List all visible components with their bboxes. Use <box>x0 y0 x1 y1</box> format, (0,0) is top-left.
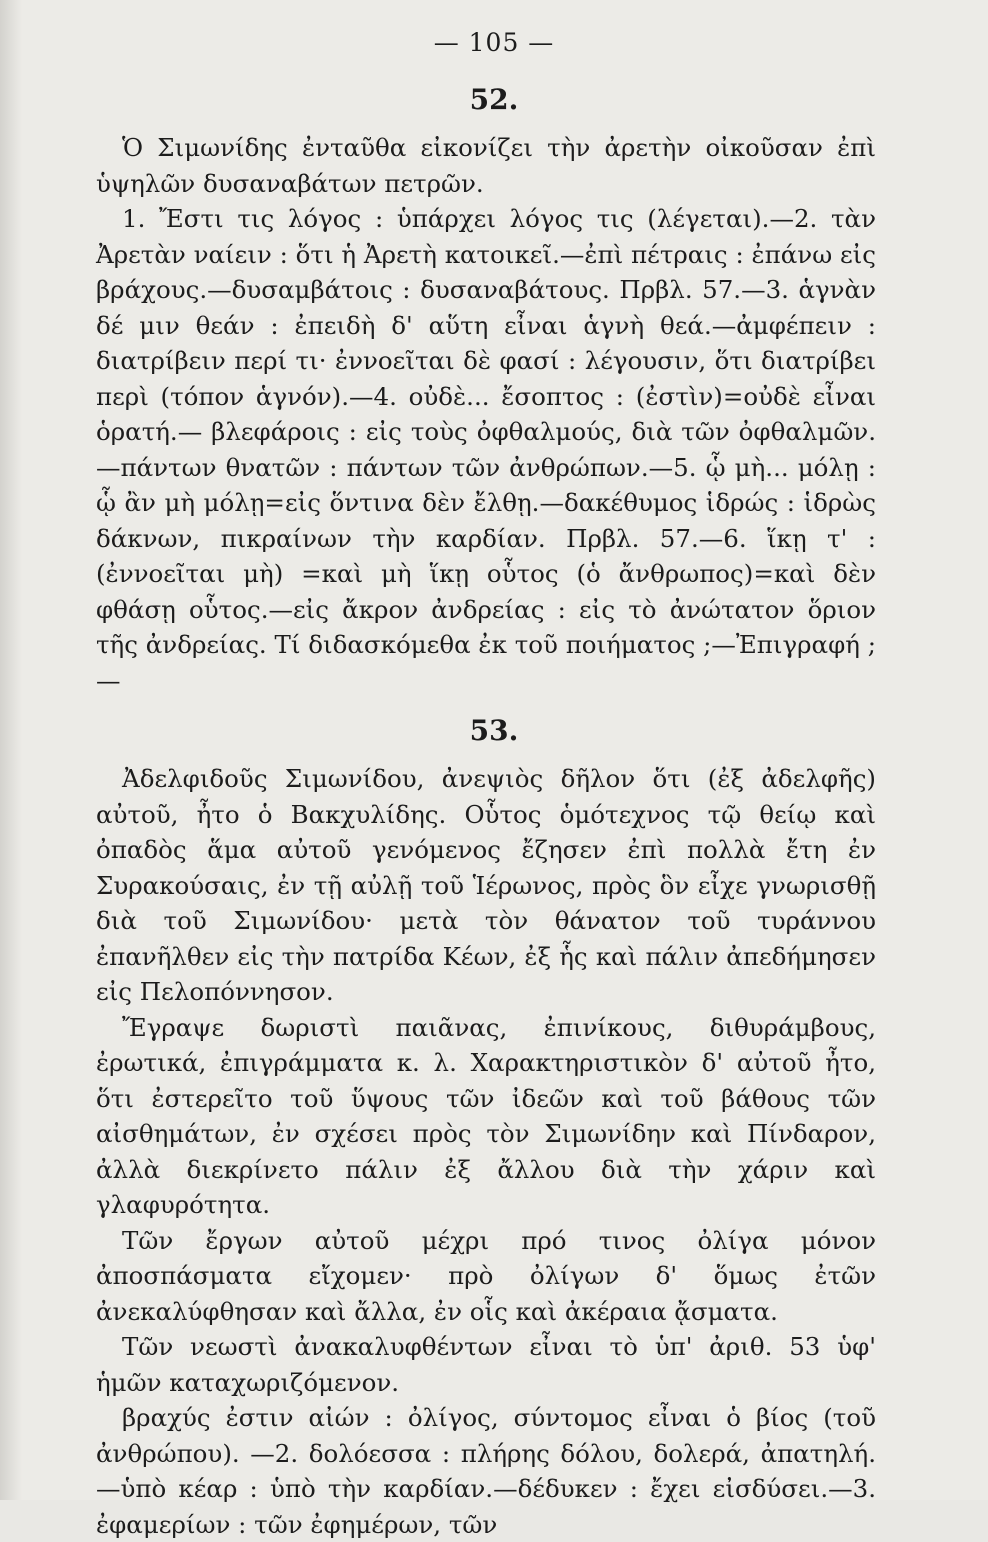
section-number-52: 52. <box>469 83 519 116</box>
section-53-body <box>96 761 876 1542</box>
section-52-commentary-paragraph: 1. Ἔστι τις λόγος : ὑπάρχει λόγος τις (λέγεται).—2. τὰν Ἀρετὰν ναίειν : ὅτι ἡ Ἀρετὴ κατοικεῖ.—ἐπὶ πέτραις : ἐπάνω εἰς βράχους.—δυσαμβάτοις : δυσαναβάτους. Πρβλ. 57.—3. ἁγνὰν δέ μιν θεάν : ἐπειδὴ δ' αὕτη εἶναι ἁγνὴ θεά.—ἀμφέπειν : διατρίβειν περί τι· ἐννοεῖται δὲ φασί : λέγουσιν, ὅτι διατρίβει περὶ (τόπον ἁγνόν).—4. οὐδὲ... ἔσοπτος : (ἐστὶν)=οὐδὲ εἶναι ὁρατή.— βλεφάροις : εἰς τοὺς ὀφθαλμούς, διὰ τῶν ὀφθαλμῶν.—πάντων θνατῶν : πάντων τῶν ἀνθρώπων.—5. ᾧ μὴ... μόλῃ : ᾧ ἂν μὴ μόλῃ=εἰς ὅντινα δὲν ἔλθῃ.—δακέθυμος ἱδρώς : ἱδρὼς δάκνων, πικραίνων τὴν καρδίαν. Πρβλ. 57.—6. ἵκῃ τ' : (ἐννοεῖται μὴ) =καὶ μὴ ἵκῃ οὗτος (ὁ ἄνθρωπος)=καὶ δὲν φθάσῃ οὗτος.—εἰς ἄκρον ἀνδρείας : εἰς τὸ ἀνώτατον ὅριον τῆς ἀνδρείας. Τί διδασκόμεθα ἐκ τοῦ ποιήματος ;—Ἐπιγραφή ;— <box>96 204 876 695</box>
section-53-biography-paragraph: Ἀδελφιδοῦς Σιμωνίδου, ἀνεψιὸς δῆλον ὅτι (ἐξ ἀδελφῆς) αὐτοῦ, ἦτο ὁ Βακχυλίδης. Οὗτος ὁμότεχνος τῷ θείῳ καὶ ὀπαδὸς ἅμα αὐτοῦ γενόμενος ἔζησεν ἐπὶ πολλὰ ἔτη ἐν Συρακούσαις, ἐν τῇ αὐλῇ τοῦ Ἱέρωνος, πρὸς ὃν εἶχε γνωρισθῇ διὰ τοῦ Σιμωνίδου· μετὰ τὸν θάνατον τοῦ τυράννου ἐπανῆλθεν εἰς τὴν πατρίδα Κέων, ἐξ ἧς καὶ πάλιν ἀπεδήμησεν εἰς Πελοπόννησον. <box>96 764 876 1006</box>
section-52-body <box>96 130 876 698</box>
page-binding-shadow <box>0 0 22 1500</box>
section-53-discovery-paragraph: Τῶν νεωστὶ ἀνακαλυφθέντων εἶναι τὸ ὑπ' ἀριθ. 53 ὑφ' ἡμῶν καταχωριζόμενον. <box>96 1332 876 1397</box>
page-number: — 105 — <box>433 28 555 57</box>
section-53-fragments-paragraph: Τῶν ἔργων αὐτοῦ μέχρι πρό τινος ὀλίγα μόνον ἀποσπάσματα εἴχομεν· πρὸ ὀλίγων δ' ὅμως ἐτῶν ἀνεκαλύφθησαν καὶ ἄλλα, ἐν οἷς καὶ ἀκέραια ᾄσματα. <box>96 1225 876 1326</box>
section-number-53: 53. <box>469 714 519 747</box>
section-53-commentary-paragraph: βραχύς ἐστιν αἰών : ὀλίγος, σύντομος εἶναι ὁ βίος (τοῦ ἀνθρώπου). —2. δολόεσσα : πλήρης δόλου, δολερά, ἀπατηλή.—ὑπὸ κέαρ : ὑπὸ τὴν καρδίαν.—δέδυκεν : ἔχει εἰσδύσει.—3. ἐφαμερίων : τῶν ἐφημέρων, τῶν <box>96 1403 876 1539</box>
section-52-intro-paragraph: Ὁ Σιμωνίδης ἐνταῦθα εἰκονίζει τὴν ἀρετὴν οἰκοῦσαν ἐπὶ ὑψηλῶν δυσαναβάτων πετρῶν. <box>96 133 876 198</box>
section-53-works-paragraph: Ἔγραψε δωριστὶ παιᾶνας, ἐπινίκους, διθυράμβους, ἐρωτικά, ἐπιγράμματα κ. λ. Χαρακτηριστικὸν δ' αὐτοῦ ἦτο, ὅτι ἐστερεῖτο τοῦ ὕψους τῶν ἰδεῶν καὶ τοῦ βάθους τῶν αἰσθημάτων, ἐν σχέσει πρὸς τὸν Σιμωνίδην καὶ Πίνδαρον, ἀλλὰ διεκρίνετο πάλιν ἐξ ἄλλου διὰ τὴν χάριν καὶ γλαφυρότητα. <box>96 1012 876 1219</box>
